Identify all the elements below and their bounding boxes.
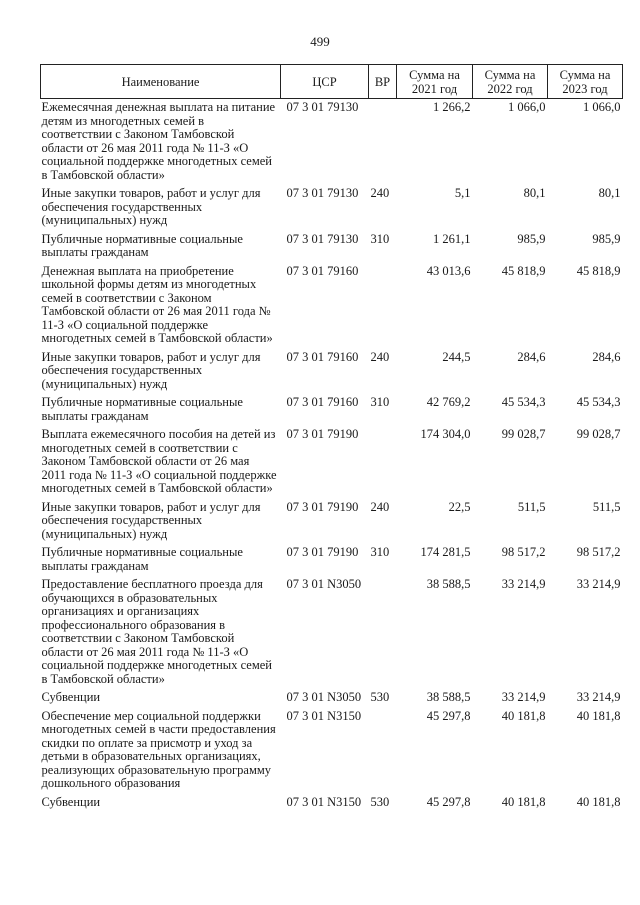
header-name: Наименование xyxy=(41,65,281,99)
row-csr: 07 3 01 N3150 xyxy=(286,708,362,723)
table-row xyxy=(41,233,623,265)
row-name: Публичные нормативные социальные выплаты гражданам xyxy=(41,231,243,259)
row-sum-2023: 985,9 xyxy=(592,231,621,246)
row-sum-2023: 511,5 xyxy=(592,499,621,514)
row-sum-2023: 40 181,8 xyxy=(576,708,621,723)
row-sum-2021: 42 769,2 xyxy=(426,395,471,409)
table-row xyxy=(41,796,623,815)
row-name: Денежная выплата на приобретение школьной формы детям из многодетных семей в соответствии с Законом Тамбовской области от 26 мая 2011 года № 11-З «О социальной поддержке многодетных семей в Тамбовской области» xyxy=(41,263,273,345)
row-sum-2022: 985,9 xyxy=(517,231,546,246)
row-vr: 530 xyxy=(370,794,390,809)
row-csr: 07 3 01 79190 xyxy=(286,427,359,441)
row-sum-2023: 99 028,7 xyxy=(576,427,621,441)
header-sum-2021: Сумма на 2021 год xyxy=(397,65,473,99)
header-vr: ВР xyxy=(369,65,397,99)
row-sum-2022: 99 028,7 xyxy=(501,427,546,441)
row-name: Выплата ежемесячного пособия на детей из многодетных семей в соответствии с Законом Тамбовской области от 26 мая 2011 года № 11-З «О социальной поддержке многодетных семей в Тамбовской области» xyxy=(41,427,277,495)
row-sum-2023: 98 517,2 xyxy=(576,545,621,559)
row-sum-2021: 38 588,5 xyxy=(426,690,471,704)
row-sum-2022: 45 818,9 xyxy=(501,263,546,278)
row-csr: 07 3 01 N3050 xyxy=(286,690,362,704)
table-row xyxy=(41,351,623,397)
row-vr: 240 xyxy=(370,186,390,200)
table-row xyxy=(41,428,623,501)
row-name: Публичные нормативные социальные выплаты гражданам xyxy=(41,395,243,423)
row-csr: 07 3 01 79190 xyxy=(286,545,359,559)
row-vr: 240 xyxy=(370,499,390,514)
row-sum-2022: 40 181,8 xyxy=(501,794,546,809)
header-row xyxy=(41,65,623,99)
row-vr: 240 xyxy=(370,349,390,364)
row-vr: 310 xyxy=(370,395,390,409)
row-sum-2021: 45 297,8 xyxy=(426,708,471,723)
table-row xyxy=(41,187,623,233)
row-sum-2022: 1 066,0 xyxy=(508,100,546,114)
row-name: Предоставление бесплатного проезда для обучающихся в образовательных организациях и организациях профессионального образования в соответствии с Законом Тамбовской области от 26 мая 2011 года № 11-З «О социальной поддержке многодетных семей в Тамбовской области» xyxy=(41,577,272,686)
row-sum-2021: 244,5 xyxy=(442,349,471,364)
table-row xyxy=(41,691,623,710)
table-row xyxy=(41,546,623,578)
row-name: Иные закупки товаров, работ и услуг для обеспечения государственных (муниципальных) нужд xyxy=(41,186,261,227)
row-sum-2023: 33 214,9 xyxy=(576,577,621,591)
row-sum-2021: 174 281,5 xyxy=(420,545,471,559)
row-name: Ежемесячная денежная выплата на питание детям из многодетных семей в соответствии с Законом Тамбовской области от 26 мая 2011 года № 11-З «О социальной поддержке многодетных семей в Тамбовской области» xyxy=(41,100,276,182)
row-sum-2021: 174 304,0 xyxy=(420,427,471,441)
table-header xyxy=(41,65,623,99)
row-vr: 310 xyxy=(370,545,390,559)
table-row xyxy=(41,578,623,691)
row-name: Субвенции xyxy=(41,690,101,704)
table-row xyxy=(41,99,623,188)
row-csr: 07 3 01 79130 xyxy=(286,231,359,246)
row-sum-2023: 284,6 xyxy=(592,349,621,364)
row-sum-2021: 43 013,6 xyxy=(426,263,471,278)
row-vr xyxy=(369,578,397,691)
table-row xyxy=(41,396,623,428)
row-csr: 07 3 01 79190 xyxy=(286,499,359,514)
row-csr: 07 3 01 79160 xyxy=(286,395,359,409)
row-sum-2022: 33 214,9 xyxy=(501,577,546,591)
row-vr: 530 xyxy=(370,690,390,704)
header-sum-2023: Сумма на 2023 год xyxy=(548,65,623,99)
row-csr: 07 3 01 79160 xyxy=(286,263,359,278)
table-row xyxy=(41,710,623,796)
row-name: Субвенции xyxy=(41,794,101,809)
row-sum-2022: 284,6 xyxy=(517,349,546,364)
row-vr xyxy=(369,99,397,188)
row-sum-2023: 40 181,8 xyxy=(576,794,621,809)
row-sum-2023: 45 818,9 xyxy=(576,263,621,278)
row-sum-2022: 80,1 xyxy=(523,186,546,200)
table-body xyxy=(41,99,623,815)
row-csr: 07 3 01 N3150 xyxy=(286,794,362,809)
budget-table xyxy=(40,64,623,814)
row-sum-2023: 1 066,0 xyxy=(583,100,621,114)
row-csr: 07 3 01 N3050 xyxy=(286,577,362,591)
row-vr: 310 xyxy=(370,231,390,246)
header-csr: ЦСР xyxy=(281,65,369,99)
row-csr: 07 3 01 79130 xyxy=(286,186,359,200)
row-sum-2021: 45 297,8 xyxy=(426,794,471,809)
row-name: Иные закупки товаров, работ и услуг для обеспечения государственных (муниципальных) нужд xyxy=(41,349,261,391)
row-csr: 07 3 01 79130 xyxy=(286,100,359,114)
row-sum-2022: 33 214,9 xyxy=(501,690,546,704)
row-sum-2023: 45 534,3 xyxy=(576,395,621,409)
row-sum-2021: 38 588,5 xyxy=(426,577,471,591)
table-row xyxy=(41,265,623,351)
row-sum-2021: 5,1 xyxy=(454,186,471,200)
row-sum-2021: 1 266,2 xyxy=(433,100,471,114)
row-sum-2021: 1 261,1 xyxy=(433,231,471,246)
row-vr xyxy=(369,710,397,796)
row-name: Иные закупки товаров, работ и услуг для обеспечения государственных (муниципальных) нужд xyxy=(41,499,261,541)
row-sum-2022: 40 181,8 xyxy=(501,708,546,723)
row-sum-2022: 98 517,2 xyxy=(501,545,546,559)
row-csr: 07 3 01 79160 xyxy=(286,349,359,364)
row-sum-2022: 45 534,3 xyxy=(501,395,546,409)
row-sum-2023: 33 214,9 xyxy=(576,690,621,704)
row-sum-2021: 22,5 xyxy=(448,499,471,514)
row-sum-2022: 511,5 xyxy=(517,499,546,514)
row-vr xyxy=(369,265,397,351)
header-sum-2022: Сумма на 2022 год xyxy=(473,65,548,99)
row-name: Публичные нормативные социальные выплаты гражданам xyxy=(41,545,243,573)
row-name: Обеспечение мер социальной поддержки многодетных семей в части предоставления скидки по оплате за присмотр и уход за детьми в образовательных организациях, реализующих образовательную программу дошкольного образования xyxy=(41,708,276,790)
table-row xyxy=(41,501,623,547)
row-vr xyxy=(369,428,397,501)
row-sum-2023: 80,1 xyxy=(598,186,621,200)
page-number: 499 xyxy=(310,34,330,49)
